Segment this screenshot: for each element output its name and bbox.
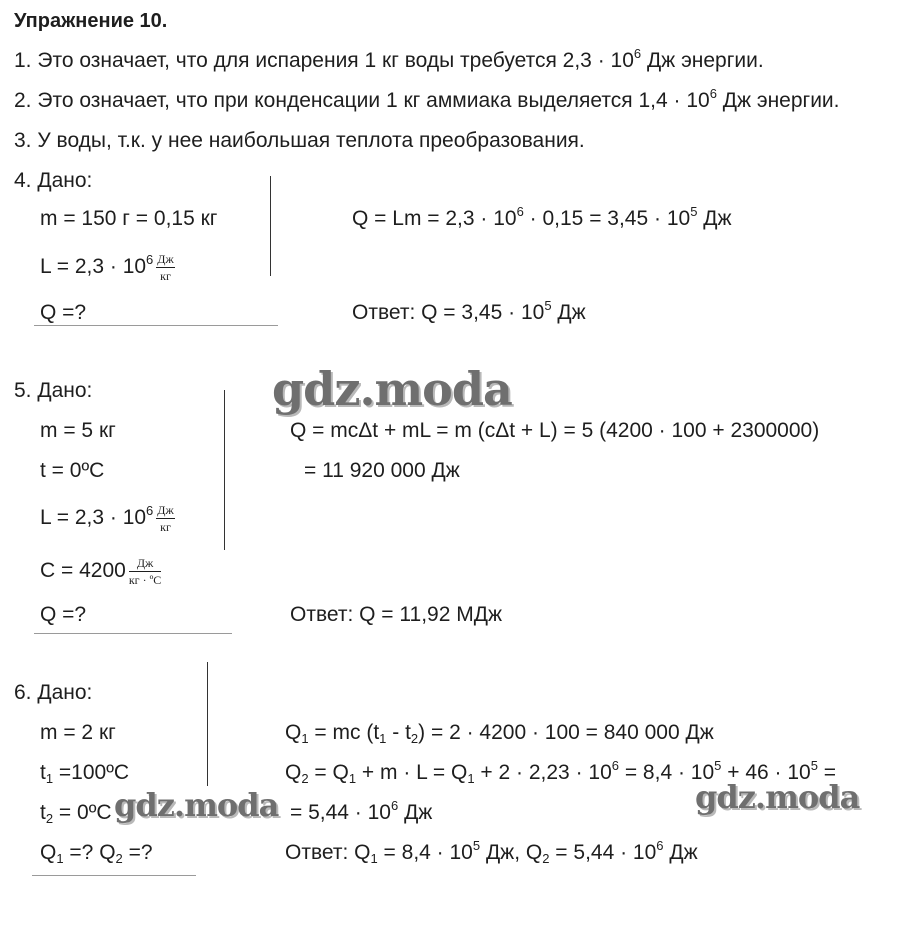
answer-1: 1. Это означает, что для испарения 1 кг воды требуется $2,3 \cdot 10^6$ Дж энергии. bbox=[14, 46, 764, 72]
p6-mass: m = 2 кг bbox=[40, 721, 116, 744]
answer-3: 3. У воды, т.к. у нее наибольшая теплота преобразования. bbox=[14, 129, 585, 152]
p5-unit-fraction: $\frac{Дж}{кг}$ bbox=[157, 503, 174, 534]
watermark-logo: gdz.moda bbox=[272, 362, 512, 416]
p6-divider bbox=[207, 662, 208, 786]
p6-given-heading: 6. Дано: bbox=[14, 681, 93, 704]
p5-specific-heat: С = 4200 $\frac{Дж}{\text{кг · ºС}}$ bbox=[40, 556, 162, 587]
p4-latent-heat: $L = 2,3 \cdot 10^6$ $\frac{Дж}{кг}$ bbox=[40, 252, 174, 283]
p4-underline bbox=[34, 325, 278, 326]
p5-latent-heat: $L = 2,3 \cdot 10^6$ $\frac{Дж}{кг}$ bbox=[40, 503, 174, 534]
exercise-title: Упражнение 10. bbox=[14, 10, 168, 32]
p6-solution-1: $Q_1$ = mc $(t_1 - t_2) = 2 \cdot 4200 \cdot 100 = 840$ 000 Дж bbox=[285, 721, 714, 746]
p5-unknown: Q =? bbox=[40, 603, 87, 626]
p6-solution-3: = $5,44 \cdot 10^6$ Дж bbox=[290, 798, 433, 824]
watermark-logo: gdz.moda bbox=[695, 778, 860, 816]
p6-solution-2: $Q_2 = Q_1 + m \cdot L = Q_1 + 2 \cdot 2,23 \cdot 10^6 = 8,4 \cdot 10^5 + 46 \cdot 10^5$ = bbox=[285, 758, 837, 786]
p5-divider bbox=[224, 390, 225, 550]
p4-answer: Ответ: $Q = 3,45 \cdot 10^5$ Дж bbox=[352, 298, 586, 324]
p4-divider bbox=[270, 176, 271, 276]
p6-unknowns: $Q_1$ =? $Q_2$ =? bbox=[40, 841, 153, 866]
p5-given-heading: 5. Дано: bbox=[14, 379, 93, 402]
answer-2: 2. Это означает, что при конденсации 1 кг аммиака выделяется $1,4 \cdot 10^6$ Дж энергии. bbox=[14, 86, 840, 112]
p5-solution-1: Q = mcΔt + mL = m (cΔt + L) = 5 (4200 · 100 + 2300000) bbox=[290, 419, 820, 442]
p6-answer: Ответ: $Q_1 = 8,4 \cdot 10^5$ Дж, $Q_2 = 5,44 \cdot 10^6$ Дж bbox=[285, 838, 698, 866]
watermark-logo: gdz.moda bbox=[114, 786, 279, 824]
p4-mass: m = 150 г = 0,15 кг bbox=[40, 207, 218, 230]
p4-solution: $Q = Lm = 2,3 \cdot 10^6 \cdot 0,15 = 3,45 \cdot 10^5$ Дж bbox=[352, 204, 732, 230]
p4-unit-fraction: $\frac{Дж}{кг}$ bbox=[157, 252, 174, 283]
p6-t1: $t_1$ =100ºС bbox=[40, 761, 130, 786]
p5-underline bbox=[34, 633, 232, 634]
p6-underline bbox=[32, 875, 196, 876]
p6-t2: $t_2$ = 0ºС bbox=[40, 801, 112, 826]
p5-c-unit-fraction: $\frac{Дж}{\text{кг · ºС}}$ bbox=[128, 556, 162, 587]
p4-given-heading: 4. Дано: bbox=[14, 169, 93, 192]
p5-solution-2: = 11 920 000 Дж bbox=[304, 459, 460, 482]
p5-temperature: t = 0ºС bbox=[40, 459, 105, 482]
p5-mass: m = 5 кг bbox=[40, 419, 116, 442]
p5-answer: Ответ: Q = 11,92 МДж bbox=[290, 603, 502, 626]
p4-unknown: Q =? bbox=[40, 301, 87, 324]
